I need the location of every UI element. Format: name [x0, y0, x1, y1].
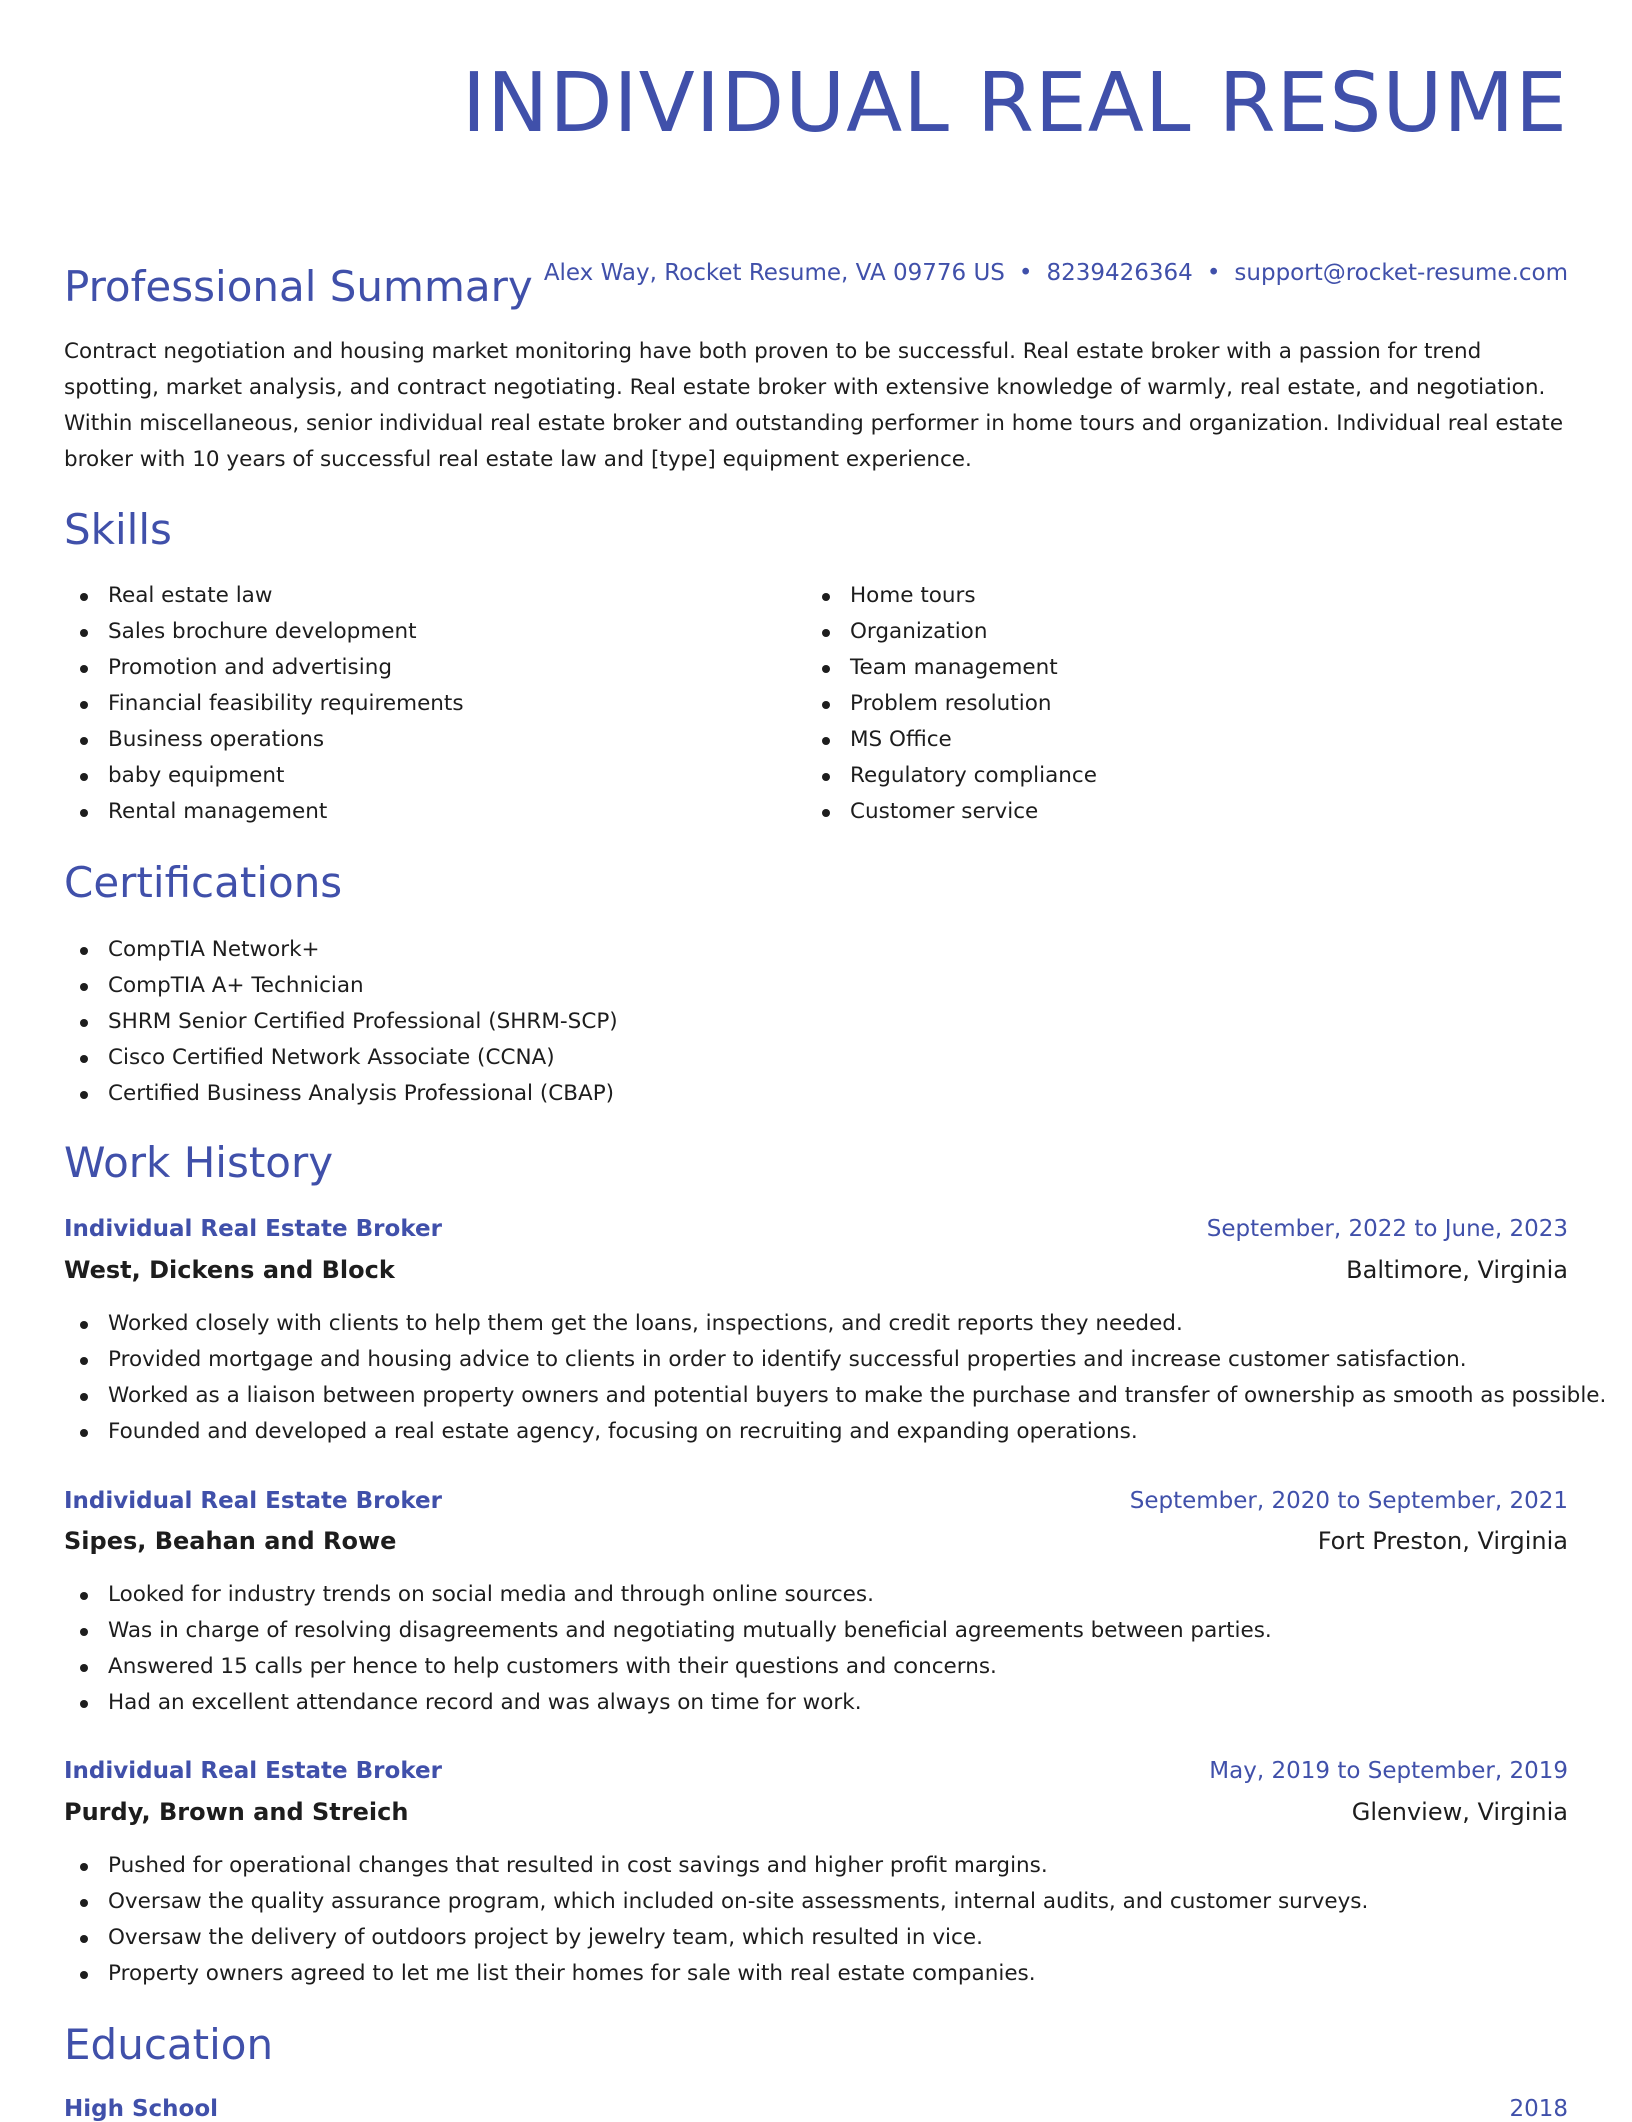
certification-item: Cisco Certified Network Associate (CCNA)	[64, 1040, 618, 1076]
skill-item: Real estate law	[64, 578, 464, 614]
skill-item: MS Office	[806, 722, 1097, 758]
job-bullet: Looked for industry trends on social media and through online sources.	[64, 1577, 1272, 1613]
summary-text: Contract negotiation and housing market monitoring have both proven to be successful. Real estate broker with a passion for trend spotting, market analysis, and contract negotiating. Real estate broker with extensive knowledge of warmly, real estate, and negotiation. Within miscellaneous, senior individual real estate broker and outstanding performer in home tours and organization. Individual real estate broker with 10 years of successful real estate law and [type] equipment experience.	[64, 339, 1564, 472]
certifications-heading: Certifications	[64, 858, 343, 907]
job-bullets	[64, 1577, 1272, 1721]
skill-item: Customer service	[806, 794, 1097, 830]
address: Alex Way, Rocket Resume, VA 09776 US	[543, 260, 1005, 286]
education-title: High School	[64, 2096, 219, 2122]
job-location: Fort Preston, Virginia	[1317, 1527, 1568, 1555]
summary-heading: Professional Summary	[64, 262, 533, 311]
job-dates: May, 2019 to September, 2019	[1209, 1758, 1568, 1784]
skill-item: Team management	[806, 650, 1097, 686]
job-company: Purdy, Brown and Streich	[64, 1798, 409, 1826]
education-year: 2018	[1509, 2096, 1568, 2122]
job-company: Sipes, Beahan and Rowe	[64, 1527, 397, 1555]
skill-item: Problem resolution	[806, 686, 1097, 722]
skill-item: Organization	[806, 614, 1097, 650]
job-bullet: Worked as a liaison between property owners and potential buyers to make the purchase and transfer of ownership as smooth as possible.	[64, 1378, 1606, 1414]
job-dates: September, 2020 to September, 2021	[1129, 1488, 1568, 1514]
job-dates: September, 2022 to June, 2023	[1206, 1216, 1568, 1242]
skill-item: Rental management	[64, 794, 464, 830]
job-title: Individual Real Estate Broker	[64, 1216, 442, 1242]
job-bullet: Worked closely with clients to help them get the loans, inspections, and credit reports they needed.	[64, 1306, 1606, 1342]
job-bullet: Provided mortgage and housing advice to clients in order to identify successful properties and increase customer satisfaction.	[64, 1342, 1606, 1378]
skills-list-right	[806, 578, 1097, 830]
work-history-heading: Work History	[64, 1138, 334, 1187]
job-bullet: Had an excellent attendance record and was always on time for work.	[64, 1685, 1272, 1721]
job-location: Baltimore, Virginia	[1346, 1256, 1568, 1284]
job-bullet: Pushed for operational changes that resulted in cost savings and higher profit margins.	[64, 1848, 1368, 1884]
certification-item: SHRM Senior Certified Professional (SHRM-SCP)	[64, 1004, 618, 1040]
job-bullet: Oversaw the delivery of outdoors project by jewelry team, which resulted in vice.	[64, 1920, 1368, 1956]
skills-heading: Skills	[64, 505, 172, 554]
skill-item: Home tours	[806, 578, 1097, 614]
job-location: Glenview, Virginia	[1351, 1798, 1568, 1826]
skill-item: baby equipment	[64, 758, 464, 794]
skill-item: Sales brochure development	[64, 614, 464, 650]
certification-item: CompTIA A+ Technician	[64, 968, 618, 1004]
job-bullet: Answered 15 calls per hence to help customers with their questions and concerns.	[64, 1649, 1272, 1685]
job-bullet: Property owners agreed to let me list their homes for sale with real estate companies.	[64, 1956, 1368, 1992]
certification-item: Certified Business Analysis Professional (CBAP)	[64, 1076, 618, 1112]
phone: 8239426364	[1046, 260, 1193, 286]
job-bullet: Oversaw the quality assurance program, which included on-site assessments, internal audits, and customer surveys.	[64, 1884, 1368, 1920]
skill-item: Regulatory compliance	[806, 758, 1097, 794]
job-bullets	[64, 1306, 1606, 1450]
email-link[interactable]: support@rocket-resume.com	[1234, 260, 1568, 286]
certification-item: CompTIA Network+	[64, 932, 618, 968]
job-bullet: Founded and developed a real estate agency, focusing on recruiting and expanding operations.	[64, 1414, 1606, 1450]
skills-list-left	[64, 578, 464, 830]
skill-item: Promotion and advertising	[64, 650, 464, 686]
skill-item: Business operations	[64, 722, 464, 758]
separator: •	[1206, 260, 1221, 286]
education-heading: Education	[64, 2020, 274, 2069]
job-company: West, Dickens and Block	[64, 1256, 395, 1284]
job-title: Individual Real Estate Broker	[64, 1488, 442, 1514]
job-bullet: Was in charge of resolving disagreements and negotiating mutually beneficial agreements between parties.	[64, 1613, 1272, 1649]
contact-line	[544, 260, 1568, 286]
resume-name: INDIVIDUAL REAL RESUME	[461, 56, 1568, 151]
separator: •	[1018, 260, 1033, 286]
skill-item: Financial feasibility requirements	[64, 686, 464, 722]
job-title: Individual Real Estate Broker	[64, 1758, 442, 1784]
job-bullets	[64, 1848, 1368, 1992]
certifications-list	[64, 932, 618, 1112]
